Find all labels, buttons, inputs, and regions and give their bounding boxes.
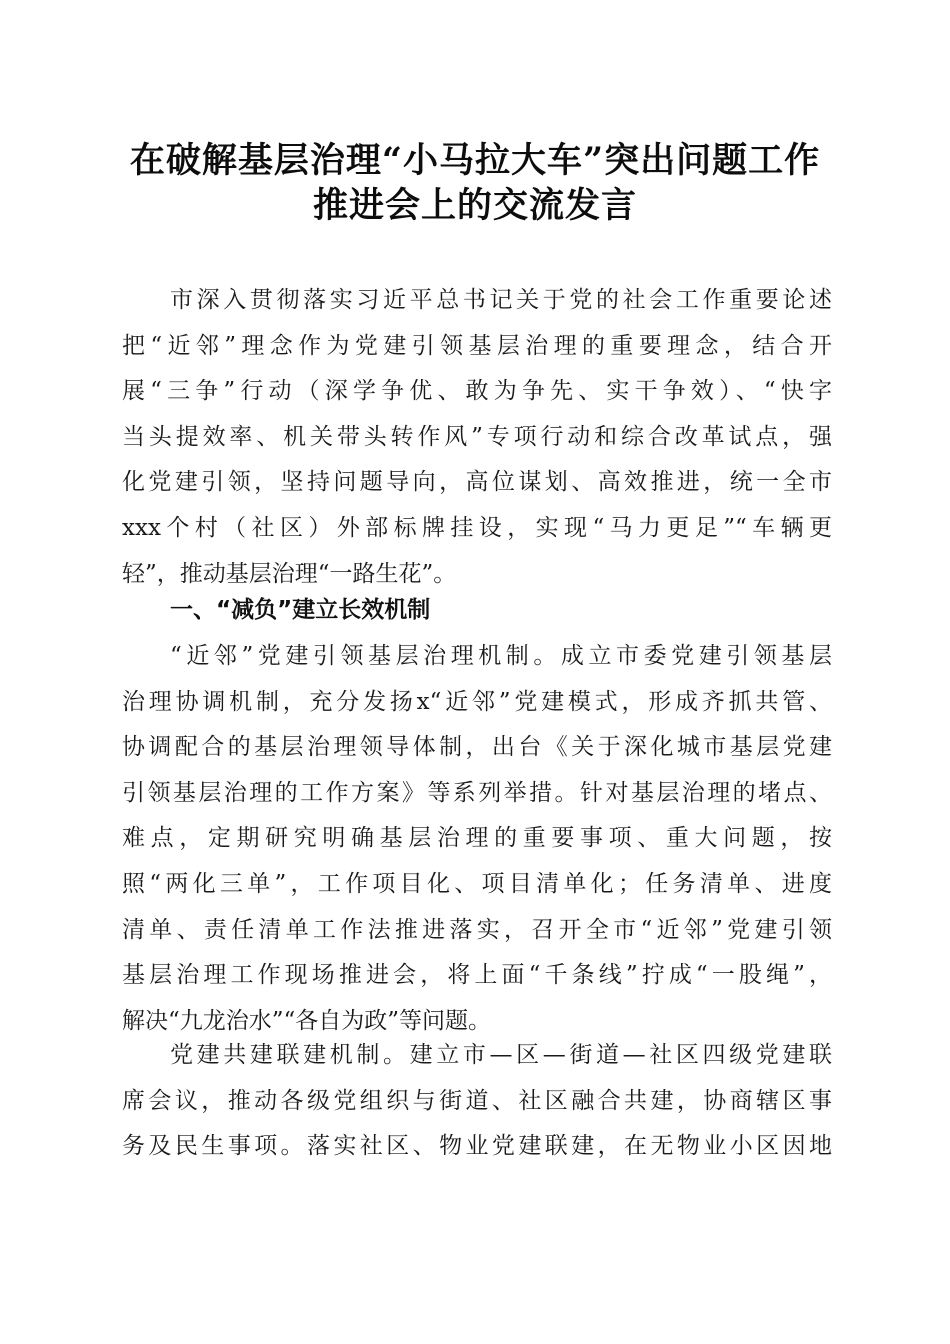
paragraph-line: xxx个村（社区）外部标牌挂设，实现“马力更足”“车辆更 [122,514,832,541]
paragraph-line: “近邻”党建引领基层治理机制。成立市委党建引领基层 [170,643,832,669]
section-heading-1: 一、“减负”建立长效机制 [170,597,431,623]
document-title-line-1: 在破解基层治理“小马拉大车”突出问题工作 [129,140,821,181]
paragraph-line: 展“三争”行动（深学争优、敢为争先、实干争效）、“快字 [122,378,832,405]
document-title-line-2: 推进会上的交流发言 [312,185,637,226]
paragraph-line: 务及民生事项。落实社区、物业党建联建，在无物业小区因地 [122,1133,832,1160]
paragraph-line: 协调配合的基层治理领导体制，出台《关于深化城市基层党建 [122,734,832,761]
paragraph-line: 席会议，推动各级党组织与街道、社区融合共建，协商辖区事 [122,1087,832,1114]
paragraph-joint-building [122,1033,832,1170]
paragraph-line: 轻”，推动基层治理“一路生花”。 [122,560,457,587]
paragraph-line: 清单、责任清单工作法推进落实，召开全市“近邻”党建引领 [122,916,832,943]
paragraph-line: 基层治理工作现场推进会，将上面“千条线”拧成“一股绳”， [122,962,832,989]
paragraph-line: 照“两化三单”，工作项目化、项目清单化；任务清单、进度 [122,870,832,897]
paragraph-line: 党建共建联建机制。建立市—区—街道—社区四级党建联 [170,1042,832,1068]
paragraph-line: 化党建引领，坚持问题导向，高位谋划、高效推进，统一全市 [122,469,832,496]
paragraph-mechanism [122,634,832,1044]
paragraph-line: 治理协调机制，充分发扬x“近邻”党建模式，形成齐抓共管、 [122,688,832,715]
paragraph-line: 市深入贯彻落实习近平总书记关于党的社会工作重要论述 [170,287,832,313]
paragraph-line: 引领基层治理的工作方案》等系列举措。针对基层治理的堵点、 [122,779,832,806]
paragraph-line: 解决“九龙治水”“各自为政”等问题。 [122,1007,492,1034]
paragraph-intro [122,278,832,597]
paragraph-line: 把“近邻”理念作为党建引领基层治理的重要理念，结合开 [122,332,832,359]
paragraph-line: 难点，定期研究明确基层治理的重要事项、重大问题，按 [122,825,832,852]
paragraph-line: 当头提效率、机关带头转作风”专项行动和综合改革试点，强 [122,423,832,450]
